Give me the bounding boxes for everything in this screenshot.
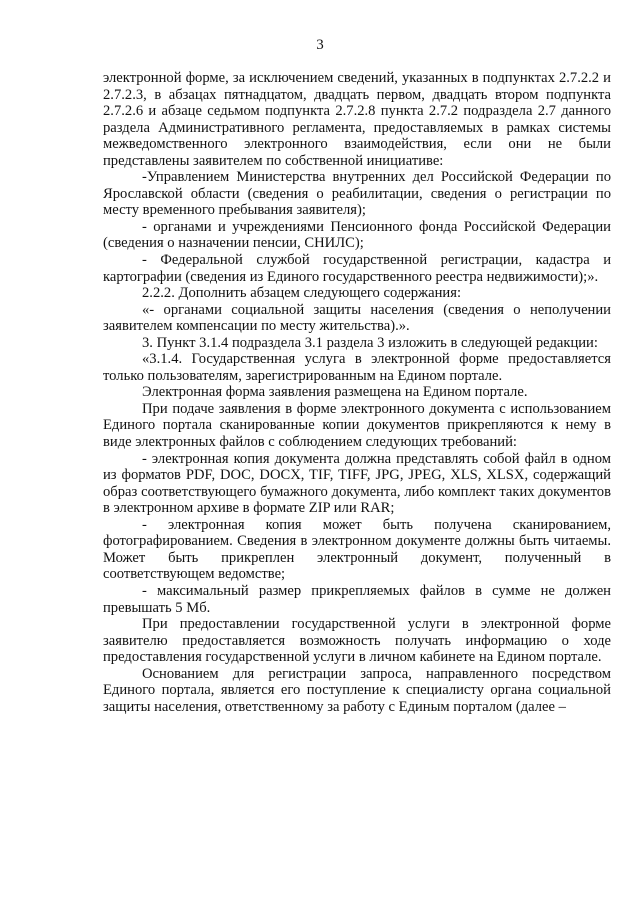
paragraph: Основанием для регистрации запроса, направленного посредством Единого портала, является его поступление к специалисту органа социальной защиты населения, ответственному за работу с Единым порталом (далее – [103,665,611,715]
paragraph: - Федеральной службой государственной регистрации, кадастра и картографии (сведения из Единого государственного реестра недвижимости);». [103,252,611,285]
paragraph: При подаче заявления в форме электронного документа с использованием Единого портала сканированные копии документов прикрепляются к нему в виде электронных файлов с соблюдением следующих требований: [103,400,611,451]
paragraph: «- органами социальной защиты населения (сведения о неполучении заявителем компенсации по месту жительства).». [103,301,611,335]
document-body [103,70,611,715]
paragraph: - электронная копия может быть получена сканированием, фотографированием. Сведения в электронном документе должны быть читаемы. Может быть прикреплен электронный документ, полученный в соответствующем ведомстве; [103,516,611,583]
paragraph: -Управлением Министерства внутренних дел Российской Федерации по Ярославской области (сведения о реабилитации, сведения о регистрации по месту временного пребывания заявителя); [103,169,611,219]
paragraph: «3.1.4. Государственная услуга в электронной форме предоставляется только пользователям, зарегистрированным на Едином портале. [103,351,611,384]
paragraph: При предоставлении государственной услуги в электронной форме заявителю предоставляется возможность получать информацию о ходе предоставления государственной услуги в личном кабинете на Едином портале. [103,616,611,666]
paragraph: Электронная форма заявления размещена на Едином портале. [142,384,528,401]
paragraph: - электронная копия документа должна представлять собой файл в одном из форматов PDF, DOC, DOCX, TIF, TIFF, JPG, JPEG, XLS, XLSX, содержащий образ соответствующего бумажного документа, либо комплект таких документов в электронном архиве в формате ZIP или RAR; [103,450,611,517]
paragraph: - максимальный размер прикрепляемых файлов в сумме не должен превышать 5 Мб. [103,582,611,616]
paragraph: 3. Пункт 3.1.4 подраздела 3.1 раздела 3 изложить в следующей редакции: [142,334,598,351]
paragraph: 2.2.2. Дополнить абзацем следующего содержания: [142,285,462,302]
paragraph: - органами и учреждениями Пенсионного фонда Российской Федерации (сведения о назначении пенсии, СНИЛС); [103,218,611,252]
page-number: 3 [316,37,324,53]
paragraph: электронной форме, за исключением сведений, указанных в подпунктах 2.7.2.2 и 2.7.2.3, в абзацах пятнадцатом, двадцать первом, двадцать втором подпункта 2.7.2.6 и абзаце седьмом подпункта 2.7.2.8 пункта 2.7.2 подраздела 2.7 данного раздела Административного регламента, предоставляемых в рамках системы межведомственного электронного взаимодействия, если они не были представлены заявителем по собственной инициативе: [103,70,611,169]
